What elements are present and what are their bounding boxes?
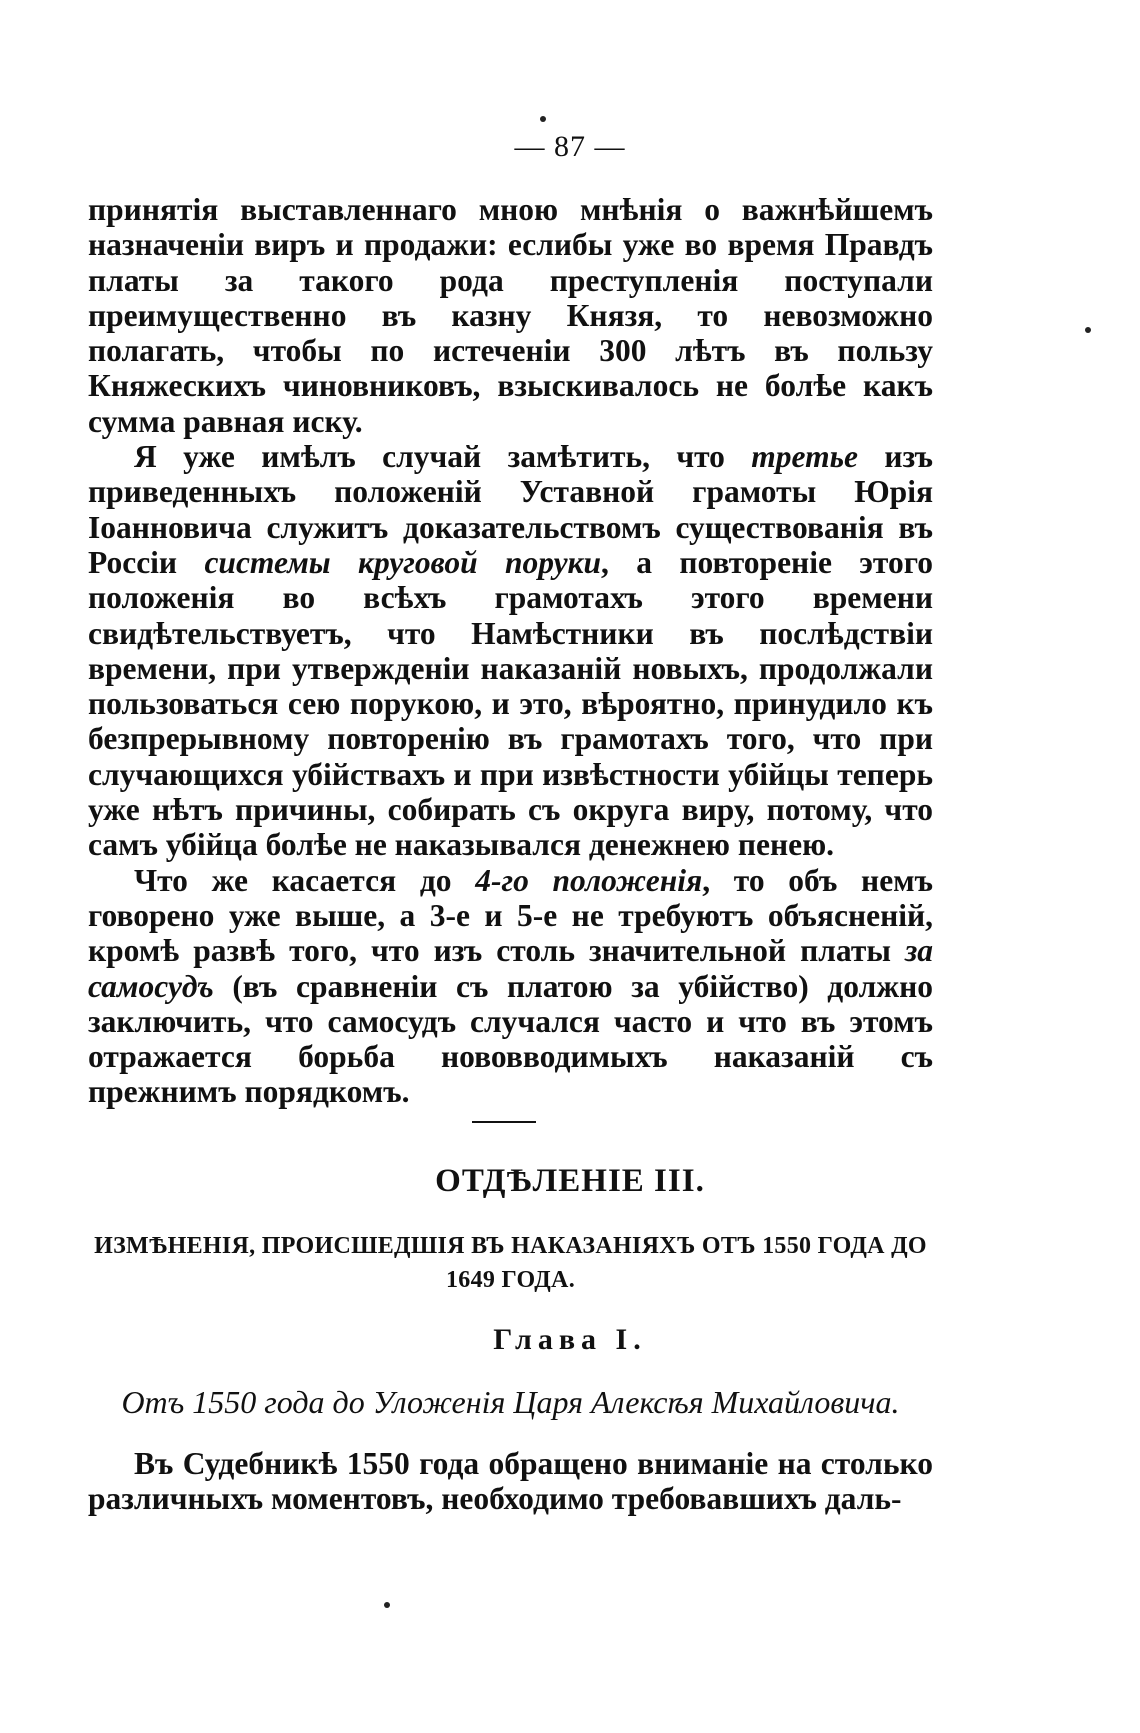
print-speck (384, 1602, 390, 1608)
section-divider (472, 1121, 536, 1123)
paragraph-3-part-b: , то объ немъ говорено уже выше, а 3-е и 5-е не требуютъ объясненій, кромѣ развѣ того, что изъ столь значительной платы (88, 862, 933, 969)
main-text-block (88, 192, 933, 1110)
paragraph-3-emphasis-1: 4-го положенія (475, 862, 703, 898)
paragraph-2-emphasis-2: системы круговой поруки (204, 544, 602, 580)
paragraph-4: Въ Судебникѣ 1550 года обращено вниманіе на столько различныхъ моментовъ, необходимо требовавшихъ даль- (88, 1446, 933, 1517)
print-speck (540, 116, 546, 122)
section-title: ОТДѢЛЕНІЕ III. (435, 1163, 705, 1199)
paragraph-2-part-a: Я уже имѣлъ случай замѣтить, что (134, 439, 752, 475)
section-subtitle: ИЗМѢНЕНІЯ, ПРОИСШЕДШІЯ ВЪ НАКАЗАНІЯХЪ ОТЪ 1550 ГОДА ДО 1649 ГОДА. (94, 1233, 927, 1293)
paragraph-1: принятія выставленнаго мною мнѣнія о важнѣйшемъ назначеніи виръ и продажи: еслибы уже во время Правдъ платы за такого рода преступленія поступали преимущественно въ казну Князя, то невозможно полагать, чтобы по истеченіи 300 лѣтъ въ пользу Княжескихъ чиновниковъ, взыскивалось не болѣе какъ сумма равная иску. (88, 192, 933, 439)
paragraph-3-emphasis-2: за самосудъ (88, 933, 933, 1004)
paragraph-2-emphasis-1: третье (751, 439, 858, 475)
paragraph-2 (88, 439, 933, 863)
paragraph-3-part-a: Что же касается до (134, 862, 476, 898)
page-number: — 87 — (514, 130, 626, 163)
chapter-text-block (88, 1446, 933, 1517)
chapter-heading: Глава I. (493, 1323, 647, 1356)
paragraph-2-part-c: , а повтореніе этого положенія во всѣхъ грамотахъ этого времени свидѣтельствуетъ, что Намѣстники въ послѣдствіи времени, при утвержденіи наказаній новыхъ, продолжали пользоваться сею порукою, и это, вѣроятно, принудило къ безпрерывному повторенію въ грамотахъ того, что при случающихся убійствахъ и при извѣстности убійцы теперь уже нѣтъ причины, собирать съ округа виру, потому, что самъ убійца болѣе не наказывался денежнею пенею. (88, 544, 933, 863)
paragraph-2-part-b: изъ приведенныхъ положеній Уставной грамоты Юрія Іоанновича служитъ доказательствомъ существованія въ Россіи (88, 439, 934, 580)
paragraph-3-part-c: (въ сравненіи съ платою за убійство) должно заключить, что самосудъ случался часто и что въ этомъ отражается борьба нововводимыхъ наказаній съ прежнимъ порядкомъ. (88, 968, 933, 1110)
print-speck (1085, 327, 1091, 333)
paragraph-3 (88, 863, 933, 1110)
chapter-subtitle: Отъ 1550 года до Уложенія Царя Алексѣя Михайловича. (121, 1384, 900, 1420)
